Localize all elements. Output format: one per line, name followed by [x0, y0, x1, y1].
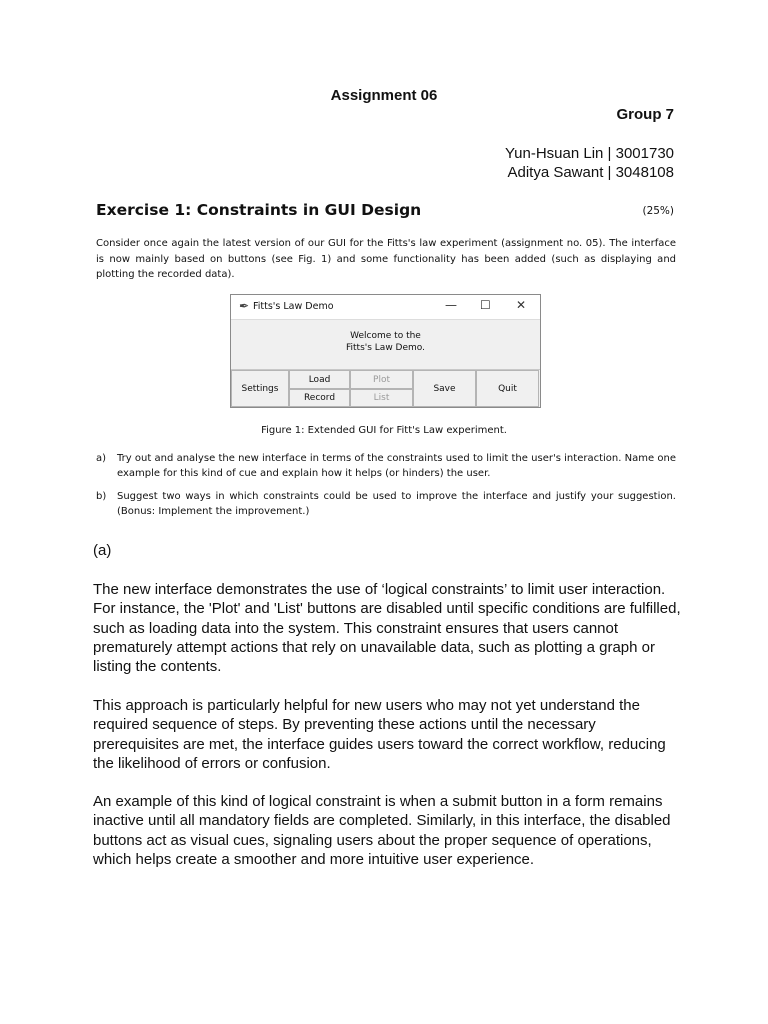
question-a-label: a) [96, 453, 107, 464]
quit-button[interactable]: Quit [476, 370, 539, 407]
plot-button[interactable]: Plot [350, 370, 413, 389]
window-button-row [231, 369, 540, 408]
list-button[interactable]: List [350, 389, 413, 407]
welcome-line-1: Welcome to the [350, 331, 421, 341]
save-button[interactable]: Save [413, 370, 476, 407]
minimize-icon[interactable]: — [445, 298, 457, 312]
window-titlebar [231, 295, 540, 320]
figure-window [230, 294, 541, 408]
close-icon[interactable]: ✕ [516, 298, 527, 312]
answer-paragraph-3: An example of this kind of logical constraint is when a submit button in a form remains inactive until all mandatory fields are completed. Similarly, in this interface, the disabled buttons act as visual cues, signaling users about the proper sequence of operations, which helps create a smoother and more intuitive user experience. [93, 793, 671, 868]
question-a [96, 451, 676, 481]
exercise-heading: Exercise 1: Constraints in GUI Design [96, 201, 422, 219]
record-button[interactable]: Record [289, 389, 350, 407]
exercise-weight: (25%) [642, 205, 674, 217]
feather-icon: ✒ [239, 299, 250, 313]
window-title: Fitts's Law Demo [253, 301, 334, 312]
answer-paragraph-1: The new interface demonstrates the use of ‘logical constraints’ to limit user interaction. For instance, the 'Plot' and 'List' buttons are disabled until specific conditions are fulfilled, such as loading data into the system. This constraint ensures that users cannot prematurely attempt actions that rely on unavailable data, such as plotting a graph or listing the contents. [93, 581, 681, 676]
welcome-line-2: Fitts's Law Demo. [346, 342, 425, 353]
load-button[interactable]: Load [289, 370, 350, 389]
welcome-message [231, 331, 540, 354]
author-1: Yun-Hsuan Lin | 3001730 [504, 145, 674, 162]
answer-paragraph-2: This approach is particularly helpful for new users who may not yet understand the required sequence of steps. By preventing these actions until the necessary prerequisites are met, the interface guides users toward the correct workflow, reducing the likelihood of errors or confusion. [93, 697, 666, 772]
question-b-label: b) [96, 491, 107, 502]
exercise-intro: Consider once again the latest version of our GUI for the Fitts's law experiment (assignment no. 05). The interface is now mainly based on buttons (see Fig. 1) and some functionality has been added (such as displaying and plotting the recorded data). [96, 238, 676, 280]
group-label: Group 7 [616, 106, 674, 123]
figure-caption: Figure 1: Extended GUI for Fitt's Law experiment. [261, 425, 507, 436]
author-2: Aditya Sawant | 3048108 [507, 164, 674, 181]
question-b-text: Suggest two ways in which constraints could be used to improve the interface and justify your suggestion. (Bonus: Implement the improvement.) [117, 491, 676, 517]
maximize-icon[interactable]: ☐ [480, 298, 491, 312]
question-b [96, 489, 676, 519]
answer-label: (a) [93, 542, 112, 559]
question-a-text: Try out and analyse the new interface in terms of the constraints used to limit the user's interaction. Name one example for this kind of cue and explain how it helps (or hinders) the user. [117, 453, 676, 479]
assignment-title: Assignment 06 [330, 87, 438, 104]
settings-button[interactable]: Settings [231, 370, 289, 407]
